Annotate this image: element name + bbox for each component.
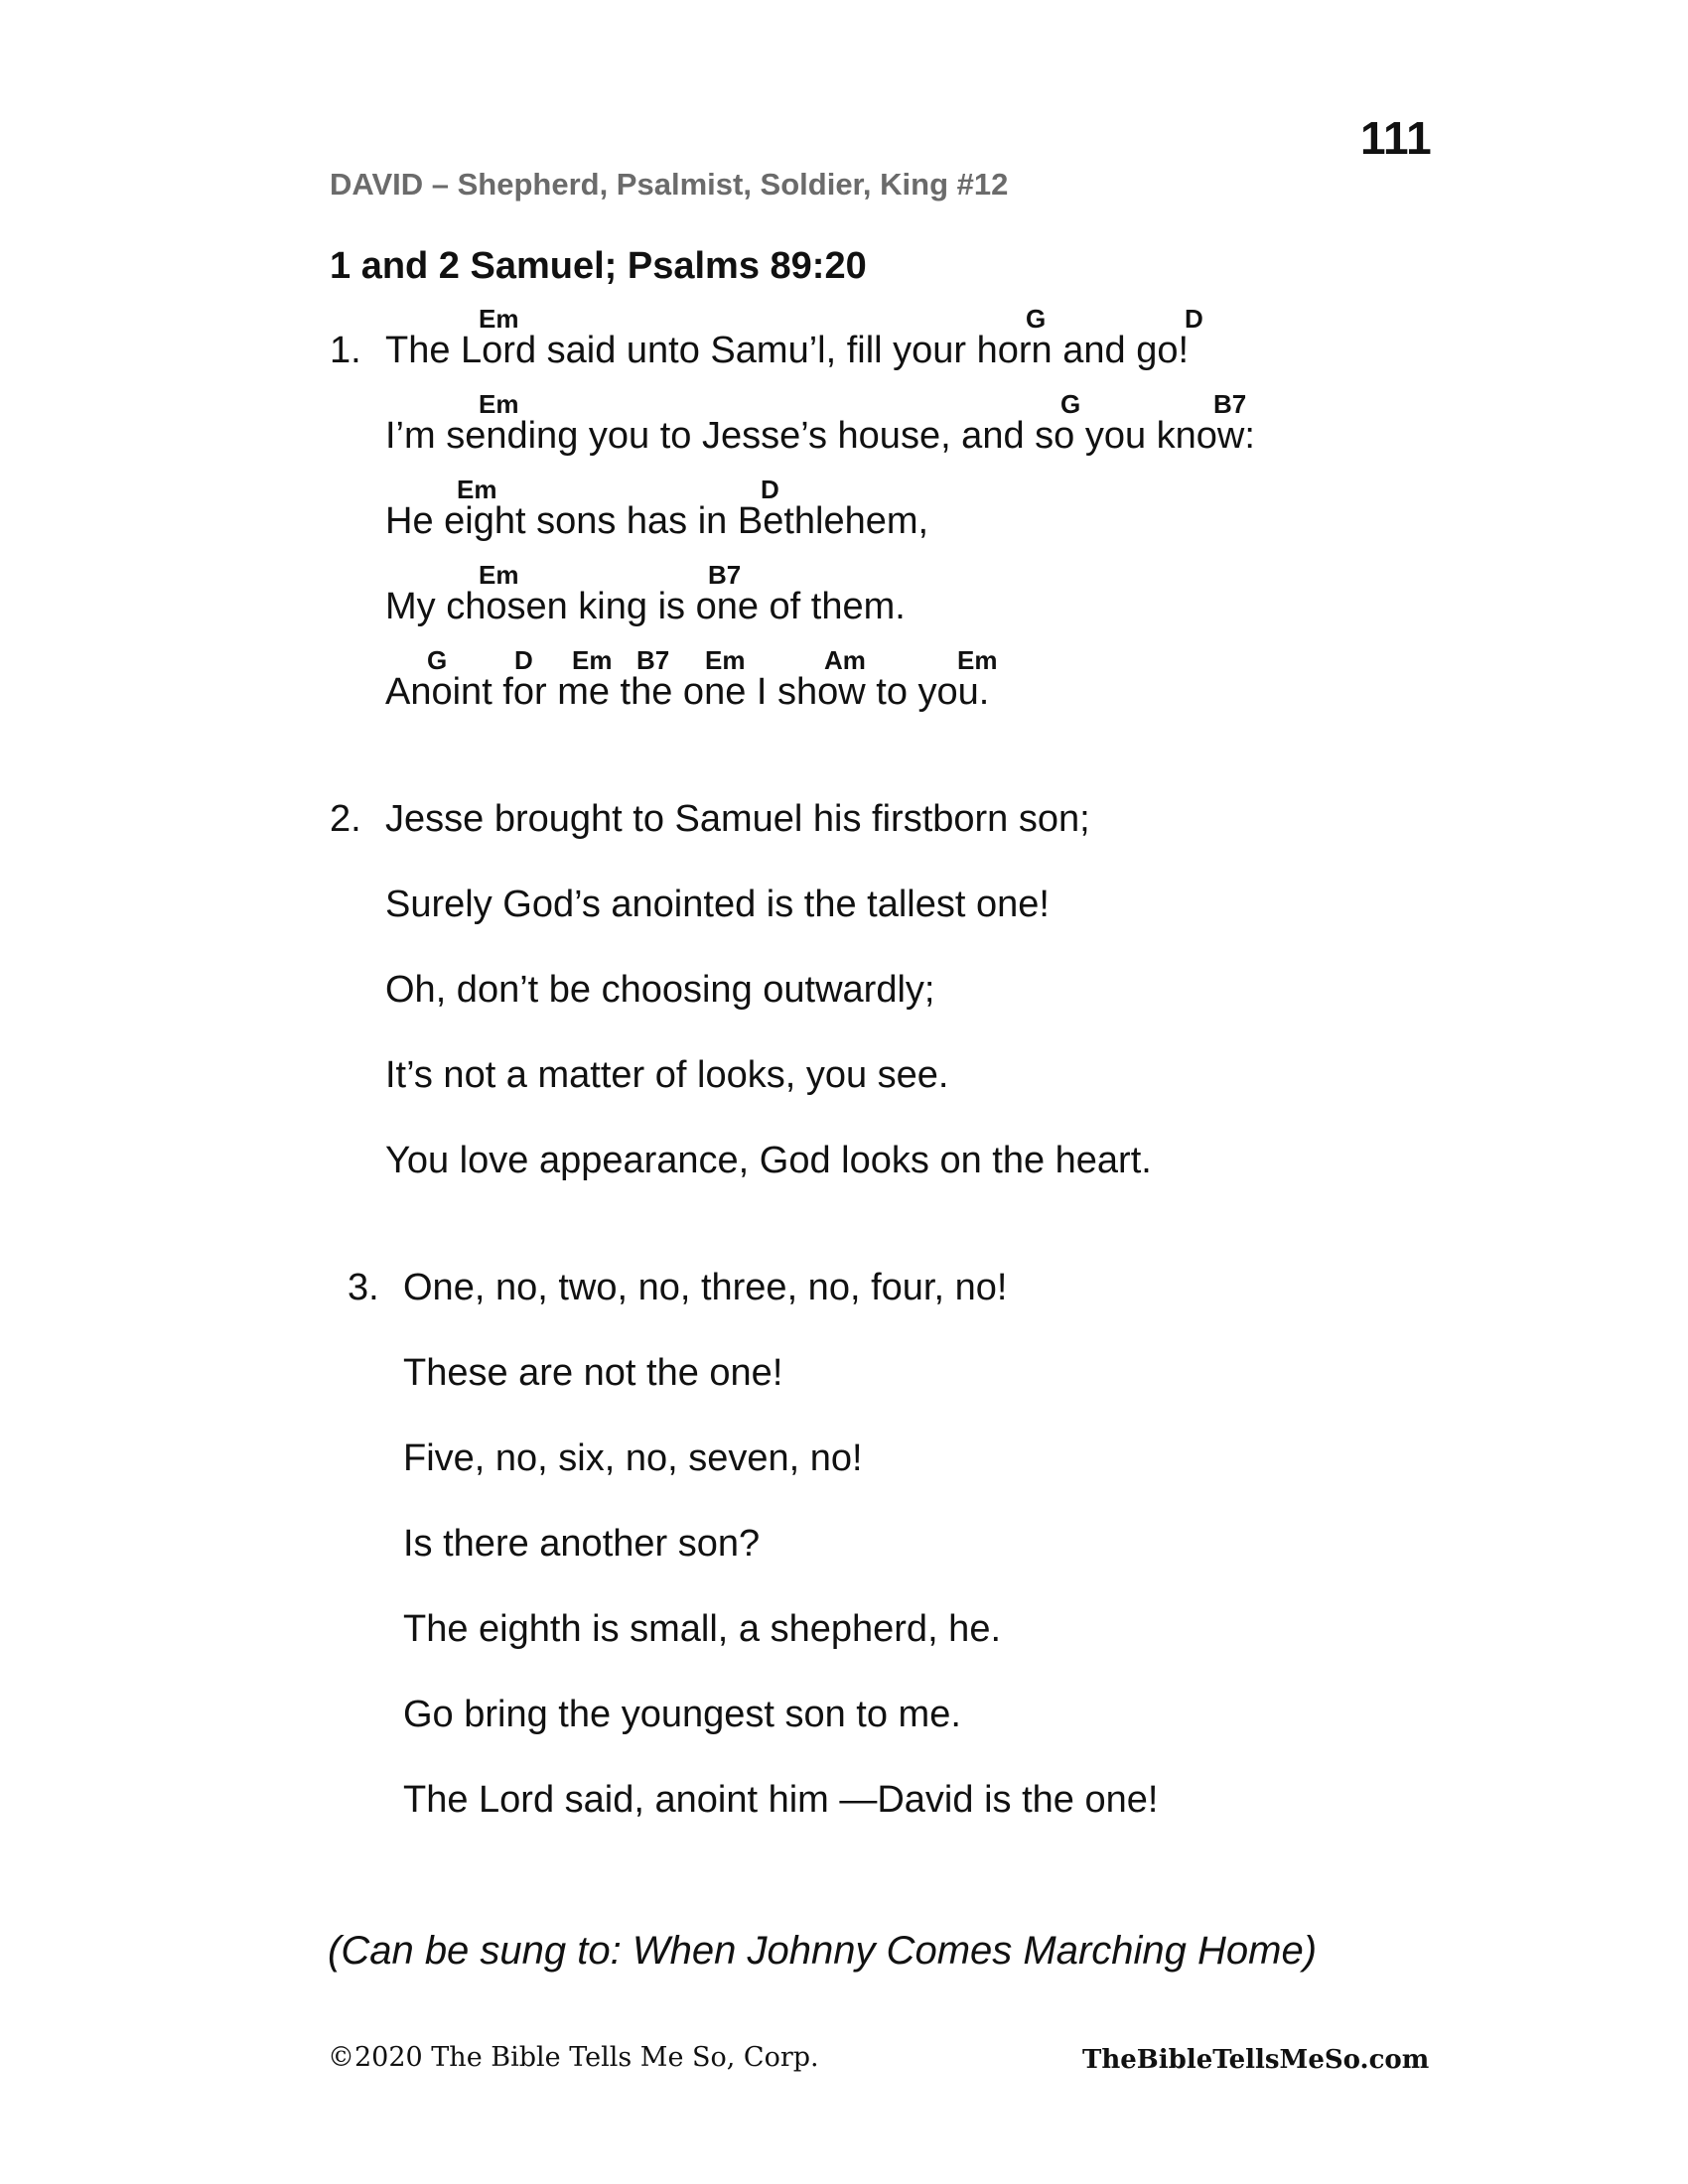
scripture-reference: 1 and 2 Samuel; Psalms 89:20 [330,245,867,287]
lyric-line: I’m sending you to Jesse’s house, and so you know: [385,415,1255,457]
lyric-line: Surely God’s anointed is the tallest one! [385,884,1050,925]
chord: G [427,645,448,675]
lyric-line: Anoint for me the one I show to you. [385,671,990,713]
chord: G [1060,389,1081,419]
lyric-line: It’s not a matter of looks, you see. [385,1054,949,1096]
chord: Em [479,560,519,590]
lyric-line: Jesse brought to Samuel his firstborn son; [385,798,1090,840]
lyric-line: The Lord said unto Samu’l, fill your horn and go! [385,330,1190,371]
chord: Em [705,645,746,675]
chord: Em [572,645,613,675]
verse-number: 1. [330,330,361,371]
lyric-line: Go bring the youngest son to me. [403,1694,961,1735]
chord: B7 [708,560,742,590]
lyric-line: You love appearance, God looks on the heart. [385,1140,1152,1181]
lyric-line: He eight sons has in Bethlehem, [385,500,929,542]
lyric-line: My chosen king is one of them. [385,586,906,627]
lyric-line: Is there another son? [403,1523,761,1565]
chord: D [761,475,779,504]
chord: Am [824,645,866,675]
chord: D [1185,304,1203,334]
chord: D [514,645,533,675]
lyric-line: Oh, don’t be choosing outwardly; [385,969,935,1011]
lyric-line: The Lord said, anoint him —David is the one! [403,1779,1159,1821]
chord: G [1026,304,1047,334]
lyric-line: These are not the one! [403,1352,783,1394]
series-title: DAVID – Shepherd, Psalmist, Soldier, King #12 [330,167,1009,202]
tune-note: (Can be sung to: When Johnny Comes Marching Home) [328,1929,1318,1973]
chord: Em [479,304,519,334]
lyric-line: The eighth is small, a shepherd, he. [403,1608,1002,1650]
chord: B7 [636,645,670,675]
verse-number: 2. [330,798,361,840]
chord: Em [479,389,519,419]
page-number: 111 [1360,112,1432,164]
chord: Em [957,645,998,675]
lyric-line: One, no, two, no, three, no, four, no! [403,1267,1008,1308]
lyric-line: Five, no, six, no, seven, no! [403,1437,863,1479]
chord: Em [457,475,497,504]
verse-number: 3. [348,1267,379,1308]
website-link[interactable]: TheBibleTellsMeSo.com [1082,2045,1430,2075]
chord: B7 [1213,389,1247,419]
copyright-notice: ©2020 The Bible Tells Me So, Corp. [328,2042,819,2073]
